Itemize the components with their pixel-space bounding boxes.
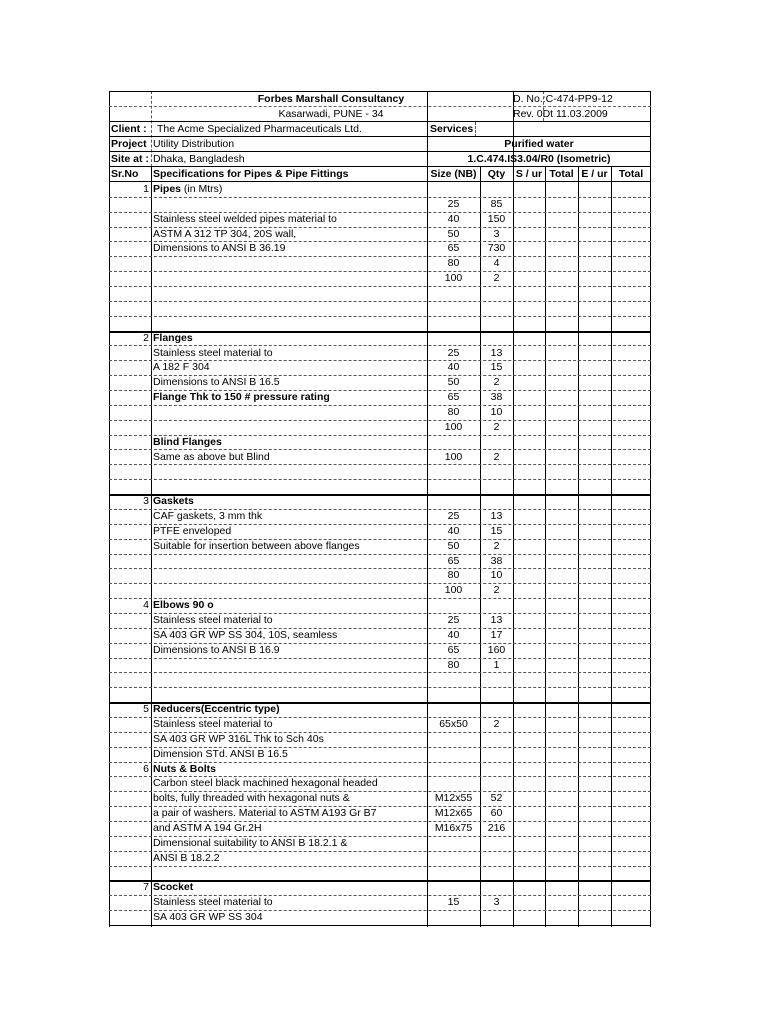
row-specification — [153, 256, 425, 271]
row-specification — [153, 464, 425, 479]
row-serial-number — [109, 895, 149, 910]
row-serial-number — [109, 687, 149, 702]
column-header-size: Size (NB) — [430, 168, 477, 180]
row-serial-number — [109, 851, 149, 866]
grid-horizontal-line — [109, 121, 651, 122]
row-serial-number — [109, 791, 149, 806]
row-quantity: 216 — [487, 822, 506, 834]
row-size: 25 — [447, 509, 460, 522]
grid-horizontal-line — [109, 539, 651, 540]
grid-horizontal-line — [109, 286, 651, 287]
row-specification: Gaskets — [153, 495, 194, 508]
row-serial-number — [109, 316, 149, 331]
grid-horizontal-line — [109, 405, 651, 406]
grid-horizontal-line — [109, 732, 651, 733]
row-quantity: 13 — [490, 613, 503, 626]
grid-horizontal-line — [109, 554, 651, 555]
row-specification: Flanges — [153, 331, 193, 344]
row-serial-number — [109, 539, 149, 554]
row-specification: Elbows 90 o — [153, 599, 214, 612]
row-specification — [153, 420, 425, 435]
grid-horizontal-line — [109, 212, 651, 213]
row-serial-number — [109, 821, 149, 836]
row-serial-number — [109, 732, 149, 747]
row-quantity — [480, 836, 513, 851]
row-quantity — [480, 910, 513, 925]
row-serial-number — [109, 776, 149, 791]
grid-horizontal-line — [109, 509, 651, 510]
row-serial-number — [109, 643, 149, 658]
row-specification: Dimensional suitability to ANSI B 18.2.1 & — [153, 836, 348, 849]
row-quantity: 150 — [487, 212, 506, 225]
client-value: The Acme Specialized Pharmaceuticals Ltd. — [157, 123, 362, 135]
row-size: 80 — [447, 569, 460, 582]
row-quantity — [480, 702, 513, 717]
row-size — [427, 479, 480, 494]
row-specification: SA 403 GR WP 316L Thk to Sch 40s — [153, 732, 324, 745]
row-size: 40 — [447, 524, 460, 537]
grid-horizontal-line — [109, 821, 651, 822]
grid-horizontal-line — [109, 464, 651, 465]
row-size — [427, 301, 480, 316]
row-specification — [153, 687, 425, 702]
row-serial-number — [109, 613, 149, 628]
grid-horizontal-line — [109, 568, 651, 569]
row-specification: CAF gaskets, 3 mm thk — [153, 509, 263, 522]
grid-horizontal-line — [109, 331, 651, 333]
row-size: 25 — [447, 346, 460, 359]
row-serial-number — [109, 479, 149, 494]
grid-horizontal-line — [109, 895, 651, 896]
row-quantity: 85 — [490, 197, 503, 210]
grid-horizontal-line — [109, 106, 651, 107]
column-header-supply-rate: S / ur — [515, 168, 543, 180]
row-specification — [153, 554, 425, 569]
row-size — [427, 732, 480, 747]
row-serial-number — [109, 227, 149, 242]
row-size: 40 — [447, 361, 460, 374]
grid-horizontal-line — [109, 166, 651, 167]
row-specification — [153, 271, 425, 286]
client-label: Client : — [111, 123, 147, 135]
row-specification: Stainless steel welded pipes material to — [153, 212, 337, 225]
row-quantity — [480, 182, 513, 197]
row-size — [427, 672, 480, 687]
grid-horizontal-line — [109, 643, 651, 644]
row-quantity — [480, 598, 513, 613]
grid-vertical-line — [475, 122, 476, 137]
row-quantity: 13 — [490, 509, 503, 522]
column-header-erection-total: Total — [618, 168, 644, 180]
row-specification: Stainless steel material to — [153, 346, 273, 359]
row-serial-number — [109, 390, 149, 405]
grid-horizontal-line — [109, 524, 651, 525]
site-label: Site at : — [111, 153, 149, 165]
row-serial-number — [109, 524, 149, 539]
row-quantity: 3 — [493, 896, 500, 909]
grid-horizontal-line — [109, 583, 651, 584]
row-size — [427, 494, 480, 509]
company-address: Kasarwadi, PUNE - 34 — [278, 108, 384, 120]
row-quantity — [480, 880, 513, 895]
row-specification — [153, 405, 425, 420]
row-specification: Stainless steel material to — [153, 613, 273, 626]
row-serial-number — [109, 375, 149, 390]
row-quantity: 160 — [487, 643, 506, 656]
row-specification: Dimensions to ANSI B 16.5 — [153, 376, 280, 389]
row-size — [427, 836, 480, 851]
grid-horizontal-line — [109, 301, 651, 302]
row-specification — [153, 197, 425, 212]
grid-horizontal-line — [109, 851, 651, 852]
row-specification: Blind Flanges — [153, 435, 222, 448]
row-specification-unit: (in Mtrs) — [181, 183, 223, 195]
project-value: Utility Distribution — [153, 138, 235, 150]
row-quantity — [480, 435, 513, 450]
row-quantity: 4 — [493, 257, 500, 270]
row-specification — [153, 301, 425, 316]
grid-horizontal-line — [109, 479, 651, 480]
row-quantity — [480, 762, 513, 777]
row-size — [427, 866, 480, 881]
row-size — [427, 910, 480, 925]
row-specification: bolts, fully threaded with hexagonal nuts & — [153, 792, 350, 805]
row-quantity: 3 — [493, 227, 500, 240]
row-size — [427, 762, 480, 777]
row-size — [427, 316, 480, 331]
row-specification: Dimension STd. ANSI B 16.5 — [153, 747, 288, 760]
site-value: Dhaka, Bangladesh — [153, 153, 245, 165]
grid-horizontal-line — [109, 776, 651, 777]
row-size: 100 — [444, 272, 463, 285]
grid-horizontal-line — [109, 925, 651, 926]
row-serial-number: 5 — [143, 703, 149, 716]
row-specification: ASTM A 312 TP 304, 20S wall, — [153, 227, 297, 240]
row-serial-number — [109, 360, 149, 375]
grid-horizontal-line — [109, 241, 651, 242]
row-specification: A 182 F 304 — [153, 361, 210, 374]
document-number: D. No.:C-474-PP9-12 — [513, 93, 613, 105]
row-specification: Stainless steel material to — [153, 896, 273, 909]
row-specification — [153, 182, 425, 197]
row-size — [427, 598, 480, 613]
row-size: 65x50 — [439, 718, 468, 730]
row-specification — [153, 672, 425, 687]
row-size: 80 — [447, 658, 460, 671]
row-quantity: 15 — [490, 524, 503, 537]
row-specification: Same as above but Blind — [153, 450, 270, 463]
row-size: 15 — [447, 896, 460, 909]
grid-vertical-line — [611, 167, 612, 927]
row-size: M12x55 — [434, 792, 473, 805]
row-specification: Suitable for insertion between above flanges — [153, 539, 360, 552]
grid-horizontal-line — [109, 316, 651, 317]
row-size: 25 — [447, 197, 460, 210]
row-quantity: 13 — [490, 346, 503, 359]
row-size: M12x65 — [434, 807, 473, 820]
row-size — [427, 331, 480, 346]
row-serial-number — [109, 346, 149, 361]
row-serial-number — [109, 672, 149, 687]
row-size: 65 — [447, 643, 460, 656]
grid-horizontal-line — [109, 390, 651, 391]
row-serial-number — [109, 747, 149, 762]
row-serial-number — [109, 197, 149, 212]
row-specification — [153, 286, 425, 301]
row-serial-number — [109, 435, 149, 450]
row-quantity: 15 — [490, 361, 503, 374]
grid-horizontal-line — [109, 360, 651, 361]
row-size — [427, 286, 480, 301]
row-quantity — [480, 747, 513, 762]
grid-horizontal-line — [109, 717, 651, 718]
row-quantity — [480, 464, 513, 479]
row-size: 80 — [447, 257, 460, 270]
row-specification: Carbon steel black machined hexagonal headed — [153, 777, 378, 790]
row-serial-number: 4 — [143, 599, 149, 612]
grid-horizontal-line — [109, 420, 651, 421]
row-serial-number — [109, 464, 149, 479]
row-size — [427, 702, 480, 717]
row-quantity: 2 — [493, 539, 500, 552]
company-name: Forbes Marshall Consultancy — [257, 93, 405, 105]
row-specification — [153, 866, 425, 881]
specification-sheet — [109, 91, 651, 927]
service-value: Purified water — [504, 138, 574, 150]
row-size: 40 — [447, 628, 460, 641]
grid-horizontal-line — [109, 806, 651, 807]
row-size — [427, 435, 480, 450]
row-specification — [153, 568, 425, 583]
row-serial-number — [109, 405, 149, 420]
row-quantity — [480, 316, 513, 331]
row-quantity — [480, 331, 513, 346]
row-quantity — [480, 494, 513, 509]
row-specification: Stainless steel material to — [153, 718, 273, 730]
grid-horizontal-line — [109, 702, 651, 704]
grid-horizontal-line — [109, 181, 651, 182]
row-quantity: 10 — [490, 569, 503, 582]
grid-horizontal-line — [109, 866, 651, 867]
row-serial-number — [109, 241, 149, 256]
row-specification: SA 403 GR WP SS 304 — [153, 911, 263, 924]
row-quantity — [480, 687, 513, 702]
grid-horizontal-line — [109, 197, 651, 198]
column-header-qty: Qty — [487, 168, 506, 180]
row-size: 40 — [447, 212, 460, 225]
row-size — [427, 687, 480, 702]
services-label: Services — [430, 123, 474, 135]
drawing-reference: 1.C.474.IS3.04/R0 (Isometric) — [467, 153, 611, 165]
grid-vertical-line — [578, 167, 579, 927]
grid-horizontal-line — [109, 836, 651, 837]
grid-horizontal-line — [109, 672, 651, 673]
row-serial-number — [109, 450, 149, 465]
row-serial-number — [109, 866, 149, 881]
row-serial-number — [109, 271, 149, 286]
row-serial-number — [109, 717, 149, 732]
row-serial-number: 3 — [143, 495, 149, 508]
row-serial-number: 1 — [143, 183, 149, 195]
row-specification: Dimensions to ANSI B 16.9 — [153, 643, 280, 656]
row-serial-number — [109, 658, 149, 673]
row-serial-number — [109, 836, 149, 851]
row-quantity: 52 — [490, 792, 503, 805]
row-specification — [153, 316, 425, 331]
row-size: M16x75 — [434, 822, 473, 834]
grid-horizontal-line — [109, 628, 651, 629]
row-specification: PTFE enveloped — [153, 524, 232, 537]
row-size: 50 — [447, 227, 460, 240]
row-serial-number — [109, 286, 149, 301]
row-specification-title: Pipes — [153, 183, 182, 195]
row-quantity: 38 — [490, 554, 503, 567]
row-quantity: 2 — [493, 420, 500, 433]
row-serial-number: 6 — [143, 762, 149, 775]
grid-horizontal-line — [109, 762, 651, 763]
row-size: 65 — [447, 242, 460, 255]
row-quantity: 17 — [490, 628, 503, 641]
row-size: 50 — [447, 376, 460, 389]
row-specification: Scocket — [153, 881, 194, 894]
row-quantity — [480, 866, 513, 881]
row-specification — [153, 479, 425, 494]
grid-horizontal-line — [109, 791, 651, 792]
row-size — [427, 747, 480, 762]
row-specification: SA 403 GR WP SS 304, 10S, seamless — [153, 628, 338, 641]
row-quantity — [480, 301, 513, 316]
row-size: 100 — [444, 420, 463, 433]
grid-horizontal-line — [109, 375, 651, 376]
row-size — [427, 851, 480, 866]
grid-horizontal-line — [109, 151, 651, 152]
grid-horizontal-line — [109, 494, 651, 496]
row-size: 25 — [447, 613, 460, 626]
row-serial-number — [109, 212, 149, 227]
row-specification: Reducers(Eccentric type) — [153, 703, 280, 716]
row-quantity: 2 — [493, 376, 500, 389]
row-serial-number — [109, 583, 149, 598]
grid-horizontal-line — [109, 598, 651, 599]
grid-vertical-line — [151, 167, 152, 927]
row-serial-number — [109, 628, 149, 643]
grid-horizontal-line — [109, 91, 651, 92]
row-serial-number — [109, 256, 149, 271]
row-serial-number — [109, 568, 149, 583]
row-quantity: 2 — [493, 584, 500, 597]
row-serial-number — [109, 301, 149, 316]
row-serial-number: 7 — [143, 881, 149, 894]
row-quantity — [480, 851, 513, 866]
row-quantity: 2 — [493, 718, 500, 730]
grid-horizontal-line — [109, 747, 651, 748]
grid-horizontal-line — [109, 880, 651, 882]
row-quantity: 2 — [493, 272, 500, 285]
grid-horizontal-line — [109, 910, 651, 911]
grid-horizontal-line — [109, 687, 651, 688]
revision-date: Rev. 0Dt 11.03.2009 — [513, 108, 608, 120]
grid-horizontal-line — [109, 227, 651, 228]
row-specification: ANSI B 18.2.2 — [153, 851, 220, 864]
grid-vertical-line — [545, 167, 546, 927]
row-quantity — [480, 672, 513, 687]
row-serial-number — [109, 420, 149, 435]
row-serial-number — [109, 806, 149, 821]
row-specification: Nuts & Bolts — [153, 762, 216, 775]
row-serial-number — [109, 509, 149, 524]
grid-horizontal-line — [109, 449, 651, 450]
column-header-erection-rate: E / ur — [581, 168, 608, 180]
row-specification — [153, 583, 425, 598]
grid-horizontal-line — [109, 136, 651, 137]
row-size — [427, 182, 480, 197]
grid-horizontal-line — [109, 613, 651, 614]
row-serial-number: 2 — [143, 331, 149, 344]
row-serial-number — [109, 910, 149, 925]
row-specification: and ASTM A 194 Gr.2H — [153, 822, 262, 834]
row-specification — [153, 658, 425, 673]
row-size — [427, 464, 480, 479]
row-quantity — [480, 286, 513, 301]
row-quantity: 2 — [493, 450, 500, 463]
grid-horizontal-line — [109, 658, 651, 659]
grid-horizontal-line — [109, 271, 651, 272]
row-quantity — [480, 732, 513, 747]
row-specification: a pair of washers. Material to ASTM A193 Gr B7 — [153, 807, 377, 820]
project-label: Project — [111, 138, 147, 150]
row-serial-number — [109, 554, 149, 569]
row-size — [427, 776, 480, 791]
row-quantity — [480, 479, 513, 494]
grid-vertical-line — [151, 91, 152, 167]
row-quantity: 10 — [490, 405, 503, 418]
grid-horizontal-line — [109, 256, 651, 257]
row-quantity — [480, 776, 513, 791]
row-quantity: 730 — [487, 242, 506, 255]
row-quantity: 38 — [490, 391, 503, 403]
row-size: 100 — [444, 450, 463, 463]
row-quantity: 1 — [493, 658, 500, 671]
row-quantity: 60 — [490, 807, 503, 820]
grid-horizontal-line — [109, 435, 651, 436]
grid-horizontal-line — [109, 345, 651, 346]
column-header-supply-total: Total — [549, 168, 574, 180]
row-specification: Dimensions to ANSI B 36.19 — [153, 242, 286, 255]
row-size: 50 — [447, 539, 460, 552]
row-size — [427, 880, 480, 895]
column-header-srno: Sr.No — [111, 168, 139, 180]
row-specification: Flange Thk to 150 # pressure rating — [153, 391, 330, 403]
row-size: 65 — [447, 554, 460, 567]
column-header-specification: Specifications for Pipes & Pipe Fittings — [153, 168, 349, 180]
row-size: 65 — [447, 391, 460, 403]
row-size: 100 — [444, 584, 463, 597]
grid-vertical-line — [480, 167, 481, 927]
row-size: 80 — [447, 405, 460, 418]
